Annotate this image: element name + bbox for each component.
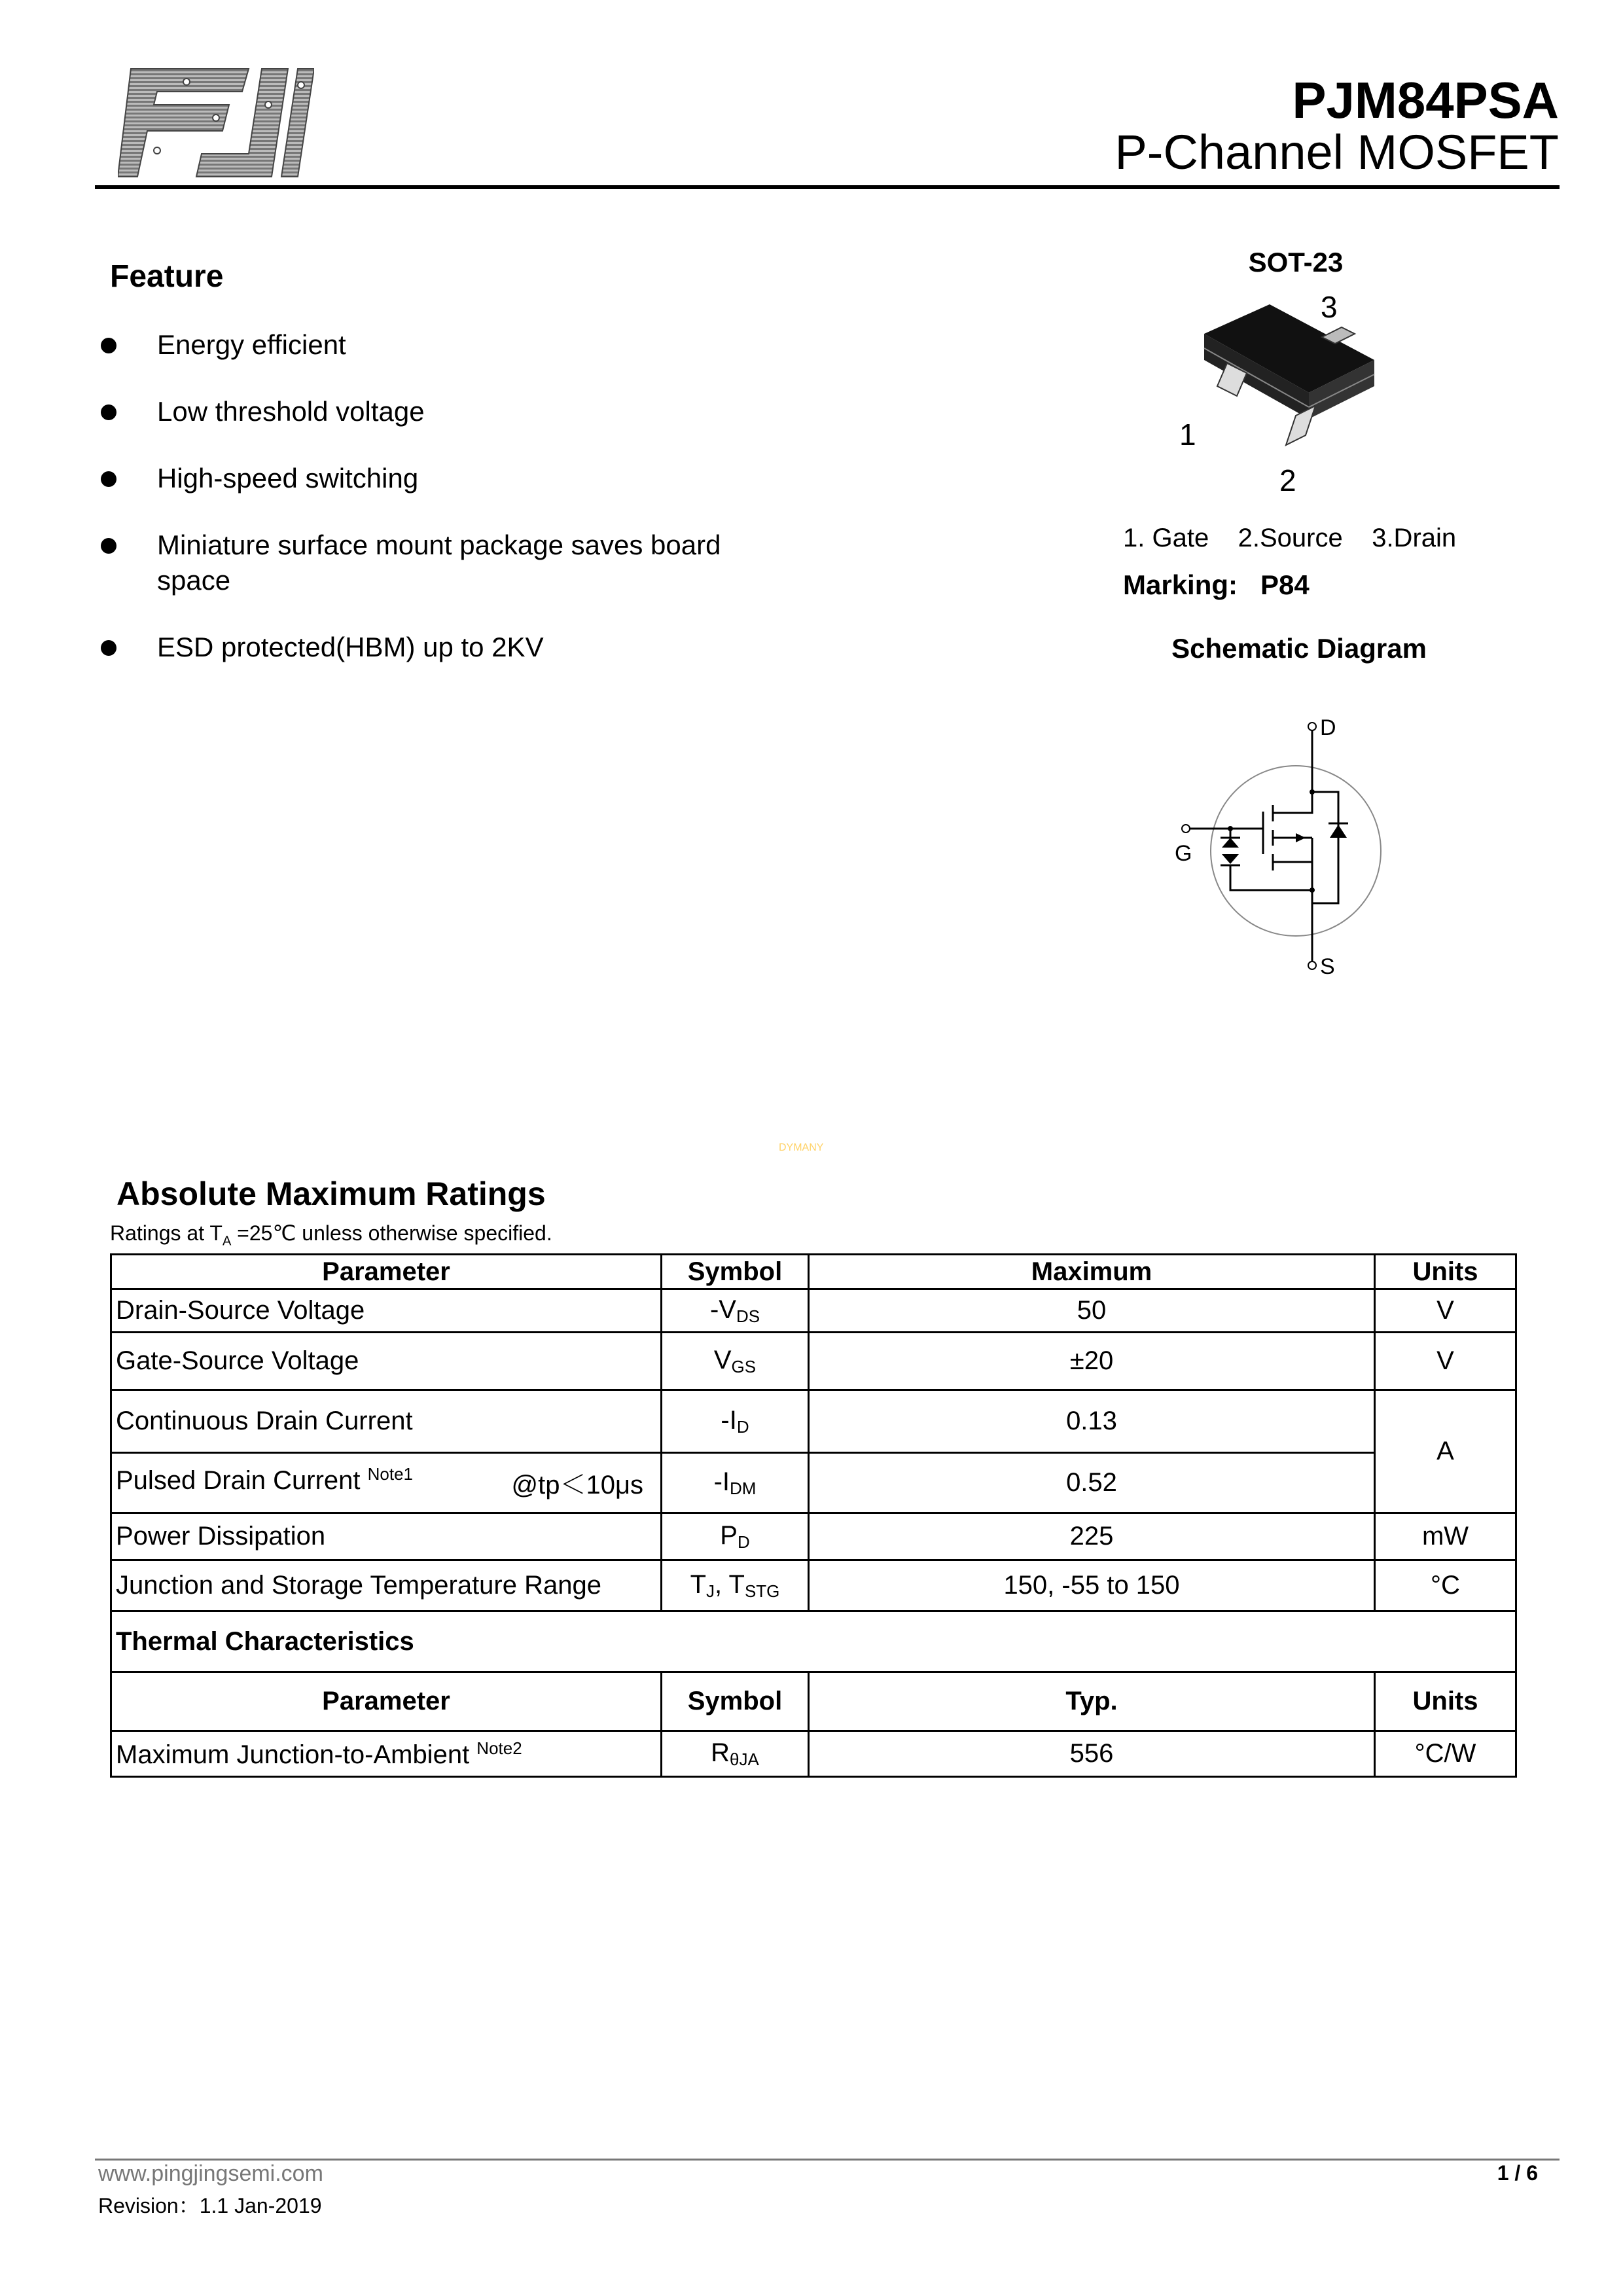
symbol-cell xyxy=(662,1453,809,1513)
symbol-main: -I xyxy=(721,1405,737,1435)
symbol-sub: J xyxy=(706,1581,715,1601)
feature-list xyxy=(98,327,818,696)
website-link[interactable]: www.pingjingsemi.com xyxy=(98,2161,323,2186)
list-item xyxy=(98,461,818,496)
marking-value: P84 xyxy=(1260,569,1310,600)
param-note: Note2 xyxy=(476,1738,522,1758)
value-cell: 225 xyxy=(809,1513,1375,1560)
header-divider xyxy=(95,185,1560,189)
feature-title: Feature xyxy=(110,259,224,294)
note-text: Ratings at T xyxy=(110,1221,223,1245)
unit-cell: V xyxy=(1375,1289,1516,1333)
drain-label: D xyxy=(1320,715,1336,740)
thermal-title: Thermal Characteristics xyxy=(111,1611,1516,1672)
table-header-row xyxy=(111,1255,1516,1289)
symbol-main: -I xyxy=(713,1467,730,1496)
symbol-cell xyxy=(662,1289,809,1333)
package-title: SOT-23 xyxy=(1248,247,1344,278)
bullet-icon xyxy=(101,640,116,656)
symbol-main: , T xyxy=(715,1570,745,1599)
symbol-sub: D xyxy=(736,1416,749,1437)
schematic-title: Schematic Diagram xyxy=(1171,633,1427,664)
symbol-sub: DS xyxy=(736,1306,760,1326)
param-cell: Drain-Source Voltage xyxy=(111,1289,662,1333)
header-symbol: Symbol xyxy=(662,1672,809,1731)
header-units: Units xyxy=(1375,1255,1516,1289)
feature-text: Energy efficient xyxy=(157,329,346,360)
part-number: PJM84PSA xyxy=(1292,71,1559,129)
feature-text: Miniature surface mount package saves board space xyxy=(157,529,721,596)
table-header-row xyxy=(111,1672,1516,1731)
page-number: 1 / 6 xyxy=(1497,2161,1538,2185)
symbol-cell xyxy=(662,1390,809,1453)
symbol-cell xyxy=(662,1333,809,1390)
bullet-icon xyxy=(101,471,116,487)
list-item xyxy=(98,630,818,665)
bullet-icon xyxy=(101,538,116,554)
value-cell: ±20 xyxy=(809,1333,1375,1390)
symbol-sub: GS xyxy=(731,1356,757,1376)
param-cell: Junction and Storage Temperature Range xyxy=(111,1560,662,1611)
header-parameter: Parameter xyxy=(111,1672,662,1731)
ratings-table xyxy=(110,1253,1517,1778)
unit-cell: °C xyxy=(1375,1560,1516,1611)
mosfet-schematic-icon xyxy=(1165,707,1414,982)
symbol-sub: θJA xyxy=(730,1749,759,1769)
footer-divider xyxy=(95,2159,1560,2161)
symbol-main: T xyxy=(690,1570,707,1599)
symbol-main: P xyxy=(720,1520,738,1550)
pin-number-2: 2 xyxy=(1279,463,1296,497)
marking xyxy=(1123,569,1310,601)
feature-text: High-speed switching xyxy=(157,463,419,493)
ratings-title: Absolute Maximum Ratings xyxy=(116,1175,546,1212)
table-section-row xyxy=(111,1611,1516,1672)
pj-logo-icon xyxy=(118,65,314,183)
bullet-icon xyxy=(101,404,116,420)
pin-assignment: 1. Gate 2.Source 3.Drain xyxy=(1123,524,1457,552)
value-cell: 556 xyxy=(809,1731,1375,1777)
symbol-cell xyxy=(662,1560,809,1611)
header-maximum: Maximum xyxy=(809,1255,1375,1289)
header-typ: Typ. xyxy=(809,1672,1375,1731)
param-cell: Gate-Source Voltage xyxy=(111,1333,662,1390)
list-item xyxy=(98,327,818,363)
table-row xyxy=(111,1453,1516,1513)
value-cell: 0.52 xyxy=(809,1453,1375,1513)
pin-number-3: 3 xyxy=(1321,290,1338,324)
symbol-main: R xyxy=(711,1738,730,1767)
symbol-sub: DM xyxy=(730,1478,757,1498)
revision-info: Revision：1.1 Jan-2019 xyxy=(98,2194,322,2217)
table-row xyxy=(111,1333,1516,1390)
watermark: DYMANY xyxy=(779,1142,824,1153)
table-row xyxy=(111,1289,1516,1333)
symbol-cell xyxy=(662,1513,809,1560)
unit-cell: A xyxy=(1375,1390,1516,1513)
table-row xyxy=(111,1390,1516,1453)
value-cell: 150, -55 to 150 xyxy=(809,1560,1375,1611)
ratings-note xyxy=(110,1221,552,1249)
sot23-package-icon xyxy=(1165,288,1414,511)
symbol-main: V xyxy=(713,1345,732,1374)
unit-cell: V xyxy=(1375,1333,1516,1390)
header-parameter: Parameter xyxy=(111,1255,662,1289)
feature-text: ESD protected(HBM) up to 2KV xyxy=(157,632,544,662)
bullet-icon xyxy=(101,338,116,353)
table-row xyxy=(111,1560,1516,1611)
value-cell: 50 xyxy=(809,1289,1375,1333)
header-units: Units xyxy=(1375,1672,1516,1731)
param-condition: @tp＜10μs xyxy=(511,1471,643,1499)
gate-label: G xyxy=(1175,841,1192,866)
value-cell: 0.13 xyxy=(809,1390,1375,1453)
param-cell: Power Dissipation xyxy=(111,1513,662,1560)
list-item xyxy=(98,394,818,429)
pin-number-1: 1 xyxy=(1179,418,1196,452)
symbol-sub: D xyxy=(737,1532,750,1552)
table-row xyxy=(111,1513,1516,1560)
source-label: S xyxy=(1320,954,1335,979)
symbol-cell xyxy=(662,1731,809,1777)
unit-cell: mW xyxy=(1375,1513,1516,1560)
symbol-main: -V xyxy=(709,1295,736,1324)
param-note: Note1 xyxy=(367,1464,413,1484)
note-subscript: A xyxy=(222,1234,232,1249)
table-row xyxy=(111,1731,1516,1777)
note-text: =25℃ unless otherwise specified. xyxy=(231,1221,552,1245)
param-cell xyxy=(111,1731,662,1777)
part-type: P-Channel MOSFET xyxy=(1115,125,1559,179)
marking-label: Marking: xyxy=(1123,569,1238,600)
feature-text: Low threshold voltage xyxy=(157,396,425,427)
symbol-sub: STG xyxy=(744,1581,780,1601)
param-cell xyxy=(111,1453,662,1513)
list-item xyxy=(98,528,818,598)
param-text: Maximum Junction-to-Ambient xyxy=(116,1740,477,1769)
param-cell: Continuous Drain Current xyxy=(111,1390,662,1453)
header-symbol: Symbol xyxy=(662,1255,809,1289)
unit-cell: °C/W xyxy=(1375,1731,1516,1777)
param-text: Pulsed Drain Current xyxy=(116,1466,368,1495)
